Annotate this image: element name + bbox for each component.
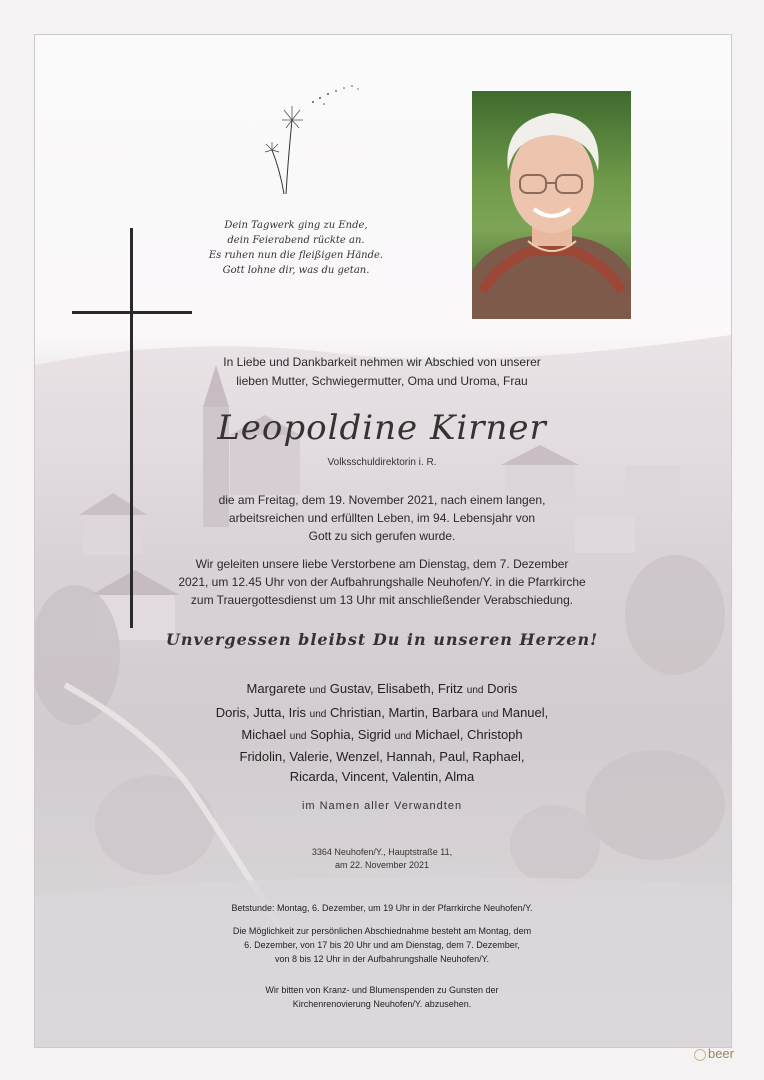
family-names: Doris [487, 681, 518, 696]
memorial-verse [196, 218, 396, 278]
logo-text: beer [707, 1046, 734, 1061]
dandelion-icon [258, 80, 368, 200]
logo-icon [694, 1049, 706, 1061]
donation-text [0, 983, 764, 1011]
death-line: arbeitsreichen und erfüllten Leben, im 94. Lebensjahr von [228, 511, 536, 525]
service-line: Wir geleiten unsere liebe Verstorbene am Dienstag, dem 7. Dezember [195, 557, 569, 571]
family-und: und [289, 731, 307, 742]
prayer-hour-text: Betstunde: Montag, 6. Dezember, um 19 Uhr in der Pfarrkirche Neuhofen/Y. [231, 903, 533, 913]
family-names: Christian, Martin, Barbara [329, 705, 479, 720]
family-und: und [309, 685, 327, 696]
family-und: und [394, 731, 412, 742]
family-line [0, 725, 764, 747]
family-names: Gustav, Elisabeth, Fritz [329, 681, 464, 696]
family-grandchildren [0, 703, 764, 747]
relatives-text: im Namen aller Verwandten [301, 800, 463, 812]
farewell-line: Die Möglichkeit zur persönlichen Abschiednahme besteht am Montag, dem [232, 926, 532, 936]
deceased-name: Leopoldine Kirner [217, 408, 547, 448]
family-names: Michael [241, 727, 287, 742]
family-und: und [466, 685, 484, 696]
family-line: Fridolin, Valerie, Wenzel, Hannah, Paul, Raphael, [239, 749, 525, 764]
family-names: Manuel, [502, 705, 549, 720]
intro-line: In Liebe und Dankbarkeit nehmen wir Abschied von unserer [223, 355, 541, 369]
family-line: Ricarda, Vincent, Valentin, Alma [289, 769, 475, 784]
farewell-line: 6. Dezember, von 17 bis 20 Uhr und am Dienstag, dem 7. Dezember, [244, 940, 520, 950]
date: am 22. November 2021 [334, 860, 430, 870]
place-date [0, 846, 764, 872]
family-names: Sophia, Sigrid [310, 727, 392, 742]
family-und: und [481, 709, 499, 720]
family-line [0, 703, 764, 725]
portrait-photo [472, 91, 631, 319]
donation-line: Wir bitten von Kranz- und Blumenspenden zu Gunsten der [265, 985, 499, 995]
death-text [0, 491, 764, 545]
funeral-service-text [0, 555, 764, 609]
donation-line: Kirchenrenovierung Neuhofen/Y. abzusehen. [292, 999, 472, 1009]
family-names: Margarete [246, 681, 306, 696]
verse-line: Es ruhen nun die fleißigen Hände. [208, 250, 384, 261]
cross-icon-horizontal [72, 311, 192, 314]
family-names: Michael, Christoph [414, 727, 523, 742]
family-great-grandchildren [0, 747, 764, 787]
verse-line: dein Feierabend rückte an. [227, 235, 365, 246]
service-line: zum Trauergottesdienst um 13 Uhr mit anschließender Verabschiedung. [190, 593, 574, 607]
farewell-line: von 8 bis 12 Uhr in der Aufbahrungshalle Neuhofen/Y. [275, 954, 489, 964]
intro-text [0, 353, 764, 391]
address: 3364 Neuhofen/Y., Hauptstraße 11, [311, 847, 453, 857]
death-line: die am Freitag, dem 19. November 2021, nach einem langen, [218, 493, 546, 507]
family-line [0, 679, 764, 701]
verse-line: Dein Tagwerk ging zu Ende, [224, 220, 368, 231]
deceased-title: Volksschuldirektorin i. R. [327, 457, 437, 468]
verse-line: Gott lohne dir, was du getan. [222, 265, 370, 276]
death-line: Gott zu sich gerufen wurde. [308, 529, 456, 543]
family-names: Doris, Jutta, Iris [215, 705, 307, 720]
motto: Unvergessen bleibst Du in unseren Herzen! [165, 630, 599, 649]
intro-line: lieben Mutter, Schwiegermutter, Oma und Uroma, Frau [236, 374, 528, 388]
beer-logo [694, 1046, 734, 1061]
family-und: und [309, 709, 327, 720]
service-line: 2021, um 12.45 Uhr von der Aufbahrungshalle Neuhofen/Y. in die Pfarrkirche [178, 575, 586, 589]
farewell-text [0, 924, 764, 966]
